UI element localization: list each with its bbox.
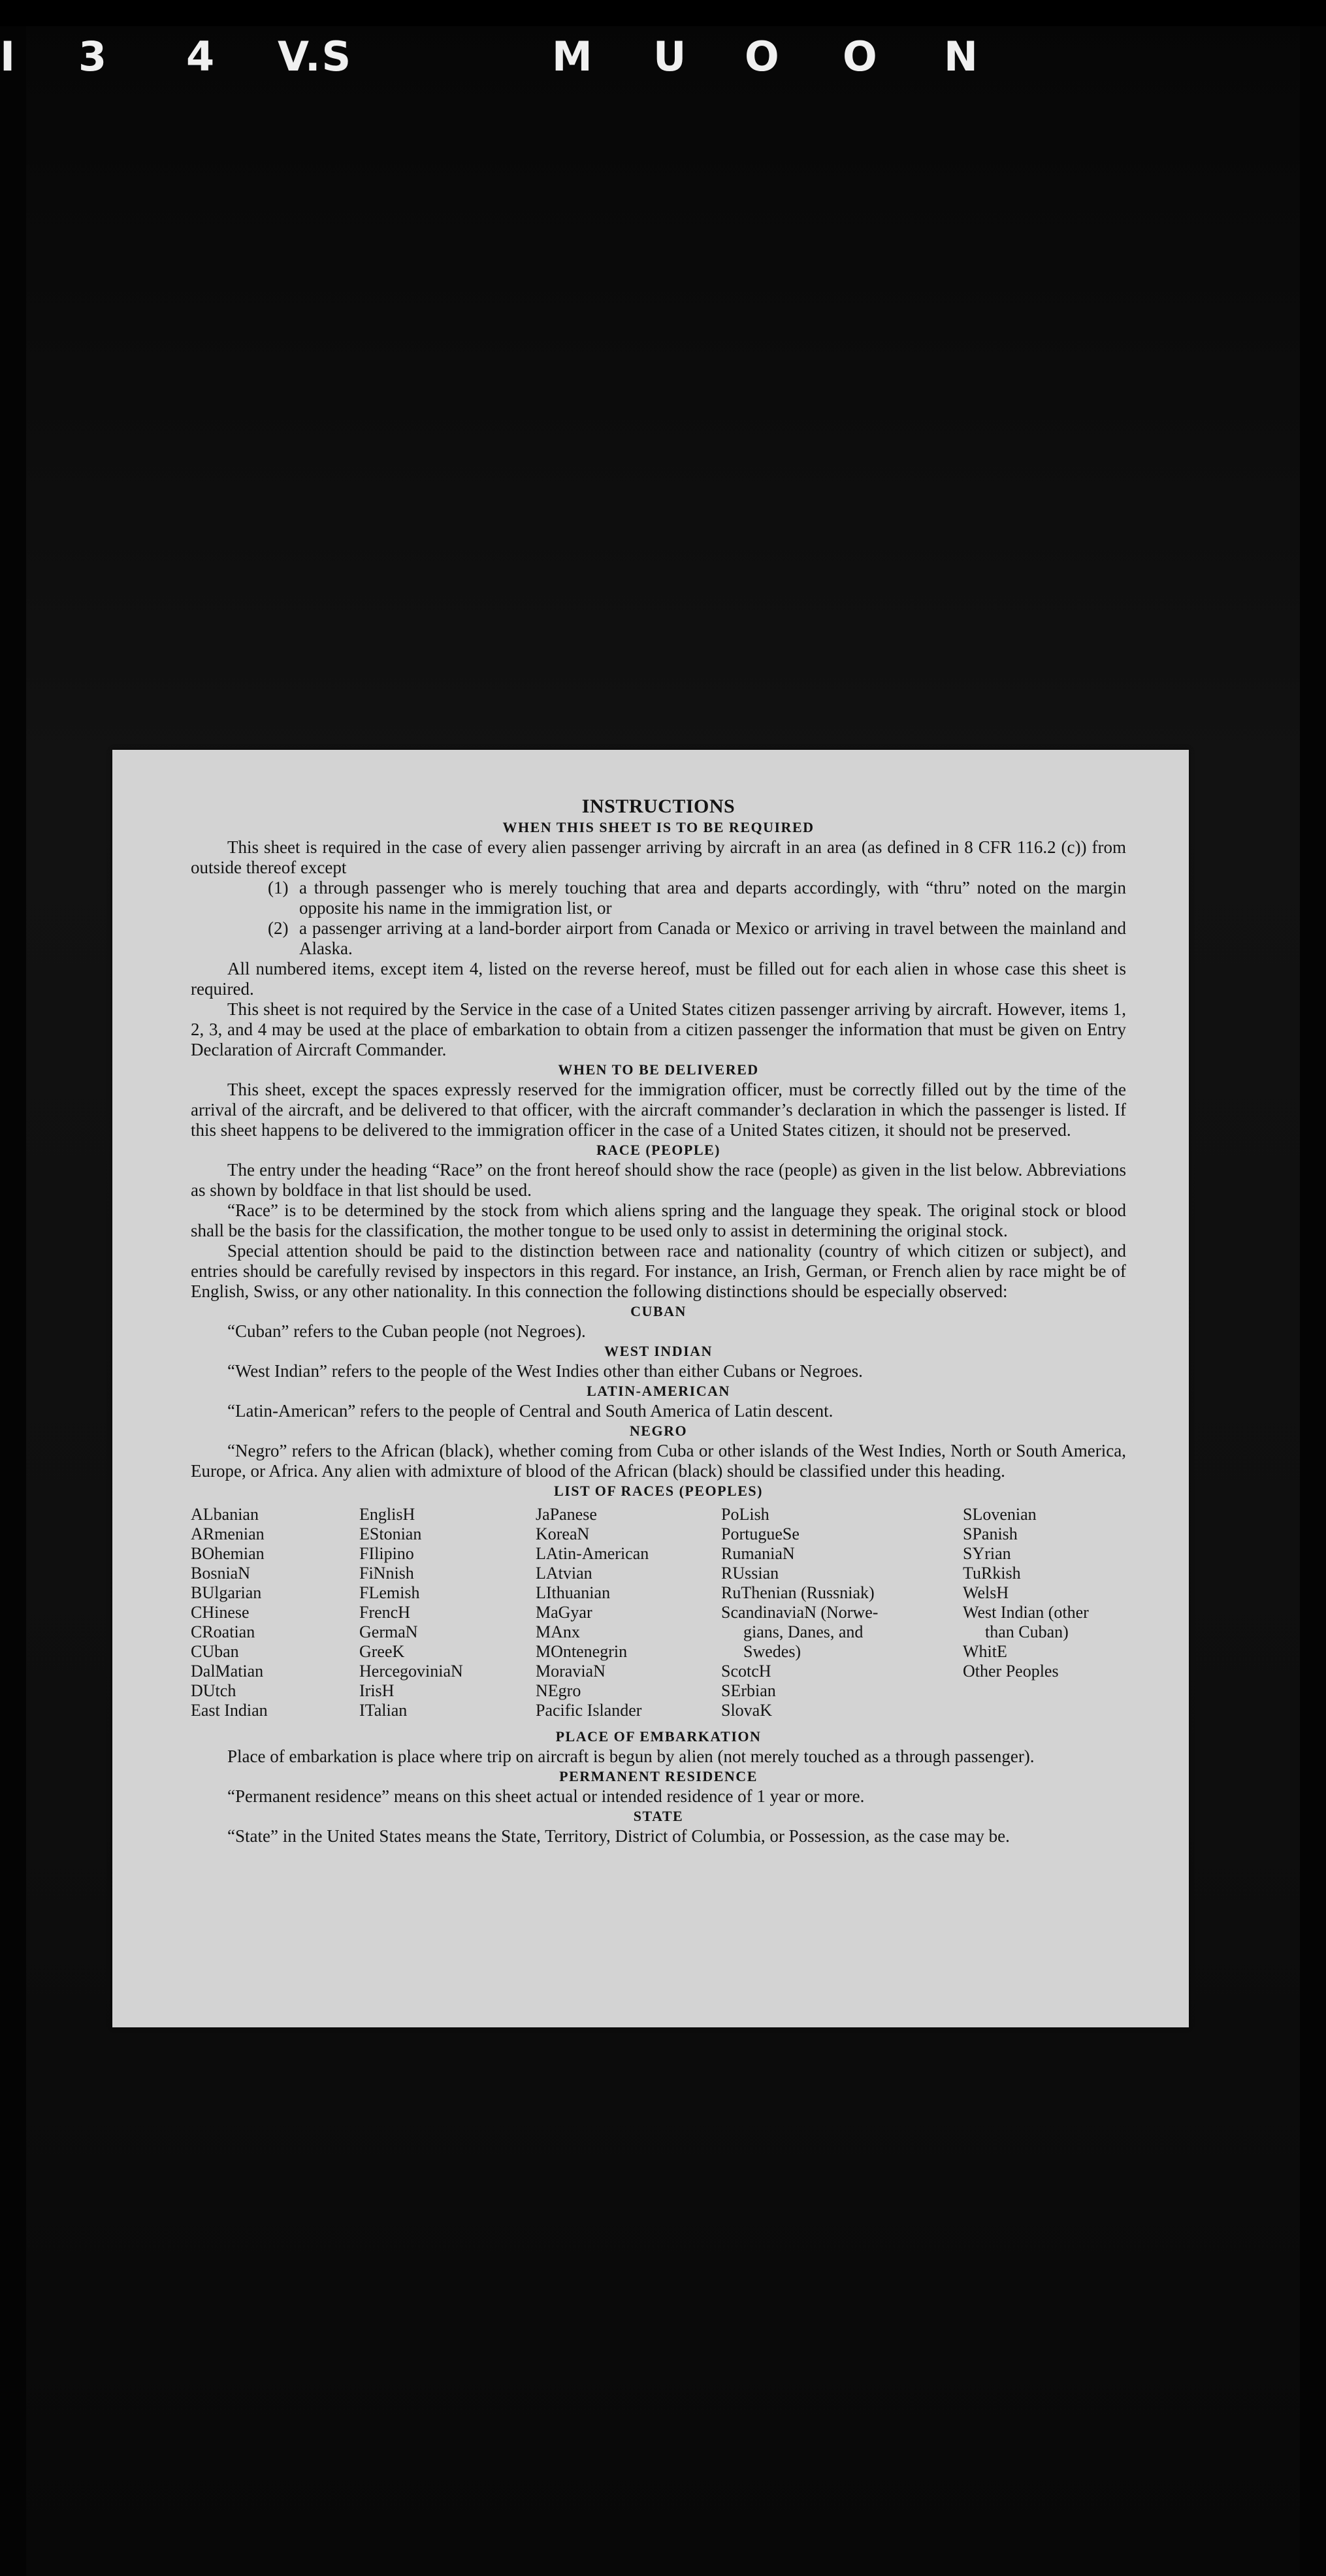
perforation-mark: M xyxy=(552,33,594,80)
race-entry: WelsH xyxy=(963,1583,1009,1602)
section-heading-race: RACE (PEOPLE) xyxy=(596,1142,720,1158)
perforation-mark: V.S xyxy=(278,33,353,80)
race-entry: HercegoviniaN xyxy=(359,1662,463,1681)
paragraph: All numbered items, except item 4, listed on the reverse hereof, must be filled out for each alien in whose case this sheet is required. xyxy=(191,959,1126,999)
race-column xyxy=(721,1505,963,1720)
race-entry: FLemish xyxy=(359,1583,420,1602)
race-entry: SYrian xyxy=(963,1544,1011,1563)
race-entry: MaGyar xyxy=(536,1603,592,1622)
race-entry: MOntenegrin xyxy=(536,1642,628,1661)
section-heading-embarkation: PLACE OF EMBARKATION xyxy=(555,1728,762,1745)
film-top-edge xyxy=(0,0,1326,26)
paragraph: Special attention should be paid to the distinction between race and nationality (country of which citizen or subject), and entries should be carefully revised by inspectors in this regard. For instance, an Irish, German, or French alien by race might be of English, Swiss, or any other nationality. In this connection the following distinctions should be especially observed: xyxy=(191,1241,1126,1301)
race-entry: ITalian xyxy=(359,1701,408,1720)
sheet-content xyxy=(191,796,1126,1846)
race-entry: FiNnish xyxy=(359,1564,414,1583)
section-heading-cuban: CUBAN xyxy=(630,1303,687,1319)
race-entry: EnglisH xyxy=(359,1505,415,1524)
document-title: INSTRUCTIONS xyxy=(581,796,736,817)
race-entry: LAtvian xyxy=(536,1564,592,1583)
race-column xyxy=(963,1505,1133,1720)
race-entry: PoLish xyxy=(721,1505,769,1524)
perforation-mark: U xyxy=(653,33,688,80)
race-entry: SlovaK xyxy=(721,1701,772,1720)
race-entry: PortugueSe xyxy=(721,1524,800,1543)
race-entry: FIlipino xyxy=(359,1544,414,1563)
paragraph: “Negro” refers to the African (black), whether coming from Cuba or other islands of the West Indies, North or South America, Europe, or Africa. Any alien with admixture of blood of the African (black) should be classified under this heading. xyxy=(191,1441,1126,1481)
race-column xyxy=(536,1505,721,1720)
race-entry: MAnx xyxy=(536,1622,580,1641)
race-entry: SErbian xyxy=(721,1681,776,1700)
race-entry: TuRkish xyxy=(963,1564,1021,1583)
race-entry: ALbanian xyxy=(191,1505,259,1524)
list-item xyxy=(268,878,1126,918)
race-entry: FrencH xyxy=(359,1603,410,1622)
section-heading-west-indian: WEST INDIAN xyxy=(604,1343,713,1359)
perforation-mark: 4 xyxy=(186,33,216,80)
paragraph: The entry under the heading “Race” on the front hereof should show the race (people) as given in the list below. Abbreviations as shown by boldface in that list should be used. xyxy=(191,1160,1126,1200)
race-entry: CRoatian xyxy=(191,1622,255,1641)
paragraph: This sheet is required in the case of every alien passenger arriving by aircraft in an area (as defined in 8 CFR 116.2 (c)) from outside thereof except xyxy=(191,837,1126,877)
paragraph: “Race” is to be determined by the stock from which aliens spring and the language they speak. The original stock or blood shall be the basis for the classification, the mother tongue to be used only to assist in determining the original stock. xyxy=(191,1200,1126,1240)
item-text: a through passenger who is merely touching that area and departs accordingly, with “thru” noted on the margin opposite his name in the immigration list, or xyxy=(299,878,1126,918)
film-perforation-strip xyxy=(0,33,1326,78)
section-heading-required: WHEN THIS SHEET IS TO BE REQUIRED xyxy=(502,819,815,835)
race-entry: DalMatian xyxy=(191,1662,264,1681)
perforation-mark: O xyxy=(843,33,879,80)
race-entry: BUlgarian xyxy=(191,1583,262,1602)
paragraph: “Permanent residence” means on this sheet actual or intended residence of 1 year or more. xyxy=(227,1786,865,1806)
paragraph: Place of embarkation is place where trip on aircraft is begun by alien (not merely touched as a through passenger). xyxy=(227,1747,1035,1766)
race-entry: RuThenian (Russniak) xyxy=(721,1583,875,1602)
race-entry: LIthuanian xyxy=(536,1583,611,1602)
race-entry: LAtin-American xyxy=(536,1544,649,1563)
race-entry: Pacific Islander xyxy=(536,1701,642,1720)
race-entry: ScotcH xyxy=(721,1662,771,1681)
paragraph: “West Indian” refers to the people of the West Indies other than either Cubans or Negroes. xyxy=(227,1361,863,1381)
film-left-band xyxy=(0,0,26,2576)
race-entry: IrisH xyxy=(359,1681,395,1700)
race-entry: Other Peoples xyxy=(963,1662,1059,1681)
section-heading-residence: PERMANENT RESIDENCE xyxy=(559,1768,758,1784)
race-entry: than Cuban) xyxy=(985,1622,1069,1641)
item-text: a passenger arriving at a land-border airport from Canada or Mexico or arriving in travel between the mainland and Alaska. xyxy=(299,918,1126,958)
paragraph: “Cuban” refers to the Cuban people (not Negroes). xyxy=(227,1321,586,1341)
race-entry: EStonian xyxy=(359,1524,422,1543)
perforation-mark: 3 xyxy=(78,33,108,80)
race-entry: East Indian xyxy=(191,1701,268,1720)
perforation-mark: N xyxy=(944,33,979,80)
race-list xyxy=(191,1505,1126,1720)
paragraph: “Latin-American” refers to the people of Central and South America of Latin descent. xyxy=(227,1401,833,1421)
section-heading-list-of-races: LIST OF RACES (PEOPLES) xyxy=(554,1483,763,1499)
paragraph: This sheet is not required by the Service in the case of a United States citizen passenger arriving by aircraft. However, items 1, 2, 3, and 4 may be used at the place of embarkation to obtain from a citizen passenger the information that must be given on Entry Declaration of Aircraft Commander. xyxy=(191,999,1126,1059)
race-entry: GreeK xyxy=(359,1642,405,1661)
race-entry: gians, Danes, and xyxy=(743,1622,864,1641)
race-entry: RumaniaN xyxy=(721,1544,795,1563)
section-heading-negro: NEGRO xyxy=(629,1423,688,1439)
race-entry: WhitE xyxy=(963,1642,1007,1661)
section-heading-delivered: WHEN TO BE DELIVERED xyxy=(558,1061,759,1078)
section-heading-state: STATE xyxy=(633,1808,684,1824)
paragraph: “State” in the United States means the State, Territory, District of Columbia, or Possession, as the case may be. xyxy=(227,1826,1010,1846)
race-entry: SPanish xyxy=(963,1524,1018,1543)
item-number: (2) xyxy=(268,918,289,938)
race-entry: MoraviaN xyxy=(536,1662,606,1681)
race-entry: JaPanese xyxy=(536,1505,597,1524)
race-entry: Swedes) xyxy=(743,1642,801,1661)
race-entry: BosniaN xyxy=(191,1564,250,1583)
race-entry: CUban xyxy=(191,1642,239,1661)
race-entry: RUssian xyxy=(721,1564,779,1583)
section-heading-latin-american: LATIN-AMERICAN xyxy=(587,1383,730,1399)
instruction-sheet xyxy=(112,750,1189,2027)
race-entry: DUtch xyxy=(191,1681,236,1700)
perforation-mark: I xyxy=(0,33,17,80)
race-column xyxy=(359,1505,536,1720)
race-entry: West Indian (other xyxy=(963,1603,1089,1622)
perforation-mark: O xyxy=(745,33,781,80)
race-entry: ARmenian xyxy=(191,1524,265,1543)
film-right-band xyxy=(1300,0,1326,2576)
list-item xyxy=(268,918,1126,959)
race-entry: SLovenian xyxy=(963,1505,1037,1524)
race-entry: GermaN xyxy=(359,1622,418,1641)
race-column xyxy=(191,1505,359,1720)
race-entry: CHinese xyxy=(191,1603,250,1622)
race-entry: ScandinaviaN (Norwe- xyxy=(721,1603,879,1622)
race-entry: BOhemian xyxy=(191,1544,265,1563)
race-entry: KoreaN xyxy=(536,1524,590,1543)
paragraph: This sheet, except the spaces expressly reserved for the immigration officer, must be correctly filled out by the time of the arrival of the aircraft, and be delivered to that officer, with the aircraft commander’s declaration in which the passenger is listed. If this sheet happens to be delivered to the immigration officer in the case of a United States citizen, it should not be preserved. xyxy=(191,1080,1126,1140)
item-number: (1) xyxy=(268,878,289,897)
race-entry: NEgro xyxy=(536,1681,581,1700)
